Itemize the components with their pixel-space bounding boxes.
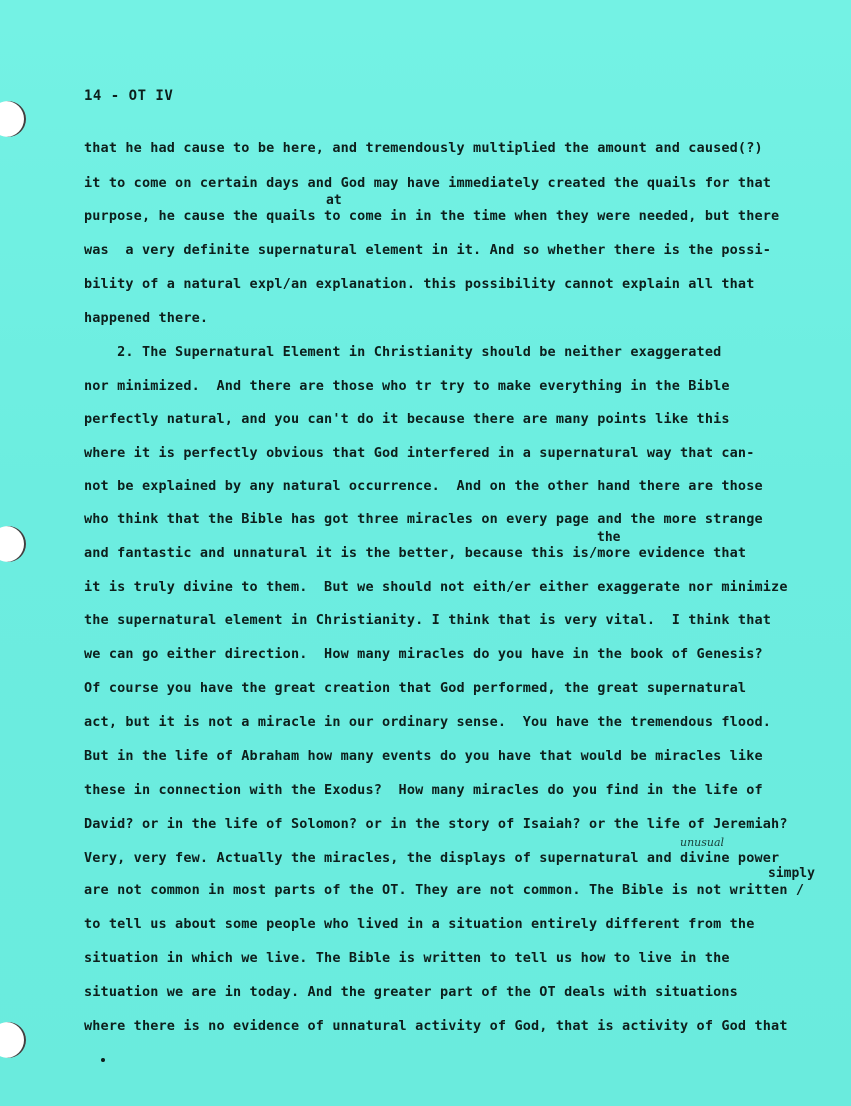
text-line: and fantastic and unnatural it is the better, because this is/more evidence that bbox=[84, 545, 747, 561]
text-line: purpose, he cause the quails to come in in the time when they were needed, but there bbox=[84, 208, 780, 224]
text-line: the supernatural element in Christianity. I think that is very vital. I think that bbox=[84, 612, 772, 628]
text-line: where it is perfectly obvious that God interfered in a supernatural way that can- bbox=[84, 445, 755, 461]
punch-hole bbox=[0, 101, 26, 137]
text-line: to tell us about some people who lived in a situation entirely different from the bbox=[84, 916, 755, 932]
text-line: David? or in the life of Solomon? or in the story of Isaiah? or the life of Jeremiah? bbox=[84, 816, 788, 832]
ink-dot bbox=[101, 1058, 105, 1062]
text-line: happened there. bbox=[84, 310, 209, 326]
text-line: nor minimized. And there are those who tr try to make everything in the Bible bbox=[84, 378, 730, 394]
text-line: it to come on certain days and God may have immediately created the quails for that bbox=[84, 175, 772, 191]
text-line: situation in which we live. The Bible is written to tell us how to live in the bbox=[84, 950, 730, 966]
text-line: perfectly natural, and you can't do it because there are many points like this bbox=[84, 411, 730, 427]
text-line: where there is no evidence of unnatural activity of God, that is activity of God that bbox=[84, 1018, 788, 1034]
text-line: act, but it is not a miracle in our ordinary sense. You have the tremendous flood. bbox=[84, 714, 772, 730]
text-line: who think that the Bible has got three miracles on every page and the more strange bbox=[84, 511, 763, 527]
text-line: situation we are in today. And the greater part of the OT deals with situations bbox=[84, 984, 738, 1000]
text-line: not be explained by any natural occurrence. And on the other hand there are those bbox=[84, 478, 763, 494]
text-line: we can go either direction. How many miracles do you have in the book of Genesis? bbox=[84, 646, 763, 662]
punch-hole bbox=[0, 1022, 26, 1058]
text-line: are not common in most parts of the OT. They are not common. The Bible is not written / bbox=[84, 882, 805, 898]
insertion-at: at bbox=[326, 193, 342, 208]
text-line: Of course you have the great creation that God performed, the great supernatural bbox=[84, 680, 747, 696]
insertion-simply: simply bbox=[768, 866, 815, 881]
text-line: it is truly divine to them. But we should not eith/er either exaggerate nor minimize bbox=[84, 579, 788, 595]
text-line: But in the life of Abraham how many events do you have that would be miracles like bbox=[84, 748, 763, 764]
punch-hole bbox=[0, 526, 26, 562]
text-line: these in connection with the Exodus? How many miracles do you find in the life of bbox=[84, 782, 763, 798]
text-line: bility of a natural expl/an explanation. this possibility cannot explain all that bbox=[84, 276, 755, 292]
text-line: 2. The Supernatural Element in Christianity should be neither exaggerated bbox=[84, 344, 722, 360]
insertion-the: the bbox=[597, 530, 621, 545]
handwritten-insertion-unusual: unusual bbox=[680, 836, 725, 849]
text-line: that he had cause to be here, and tremendously multiplied the amount and caused(?) bbox=[84, 140, 763, 156]
page-header: 14 - OT IV bbox=[84, 88, 174, 104]
text-line: Very, very few. Actually the miracles, the displays of supernatural and divine power bbox=[84, 850, 780, 866]
text-line: was a very definite supernatural element in it. And so whether there is the possi- bbox=[84, 242, 772, 258]
